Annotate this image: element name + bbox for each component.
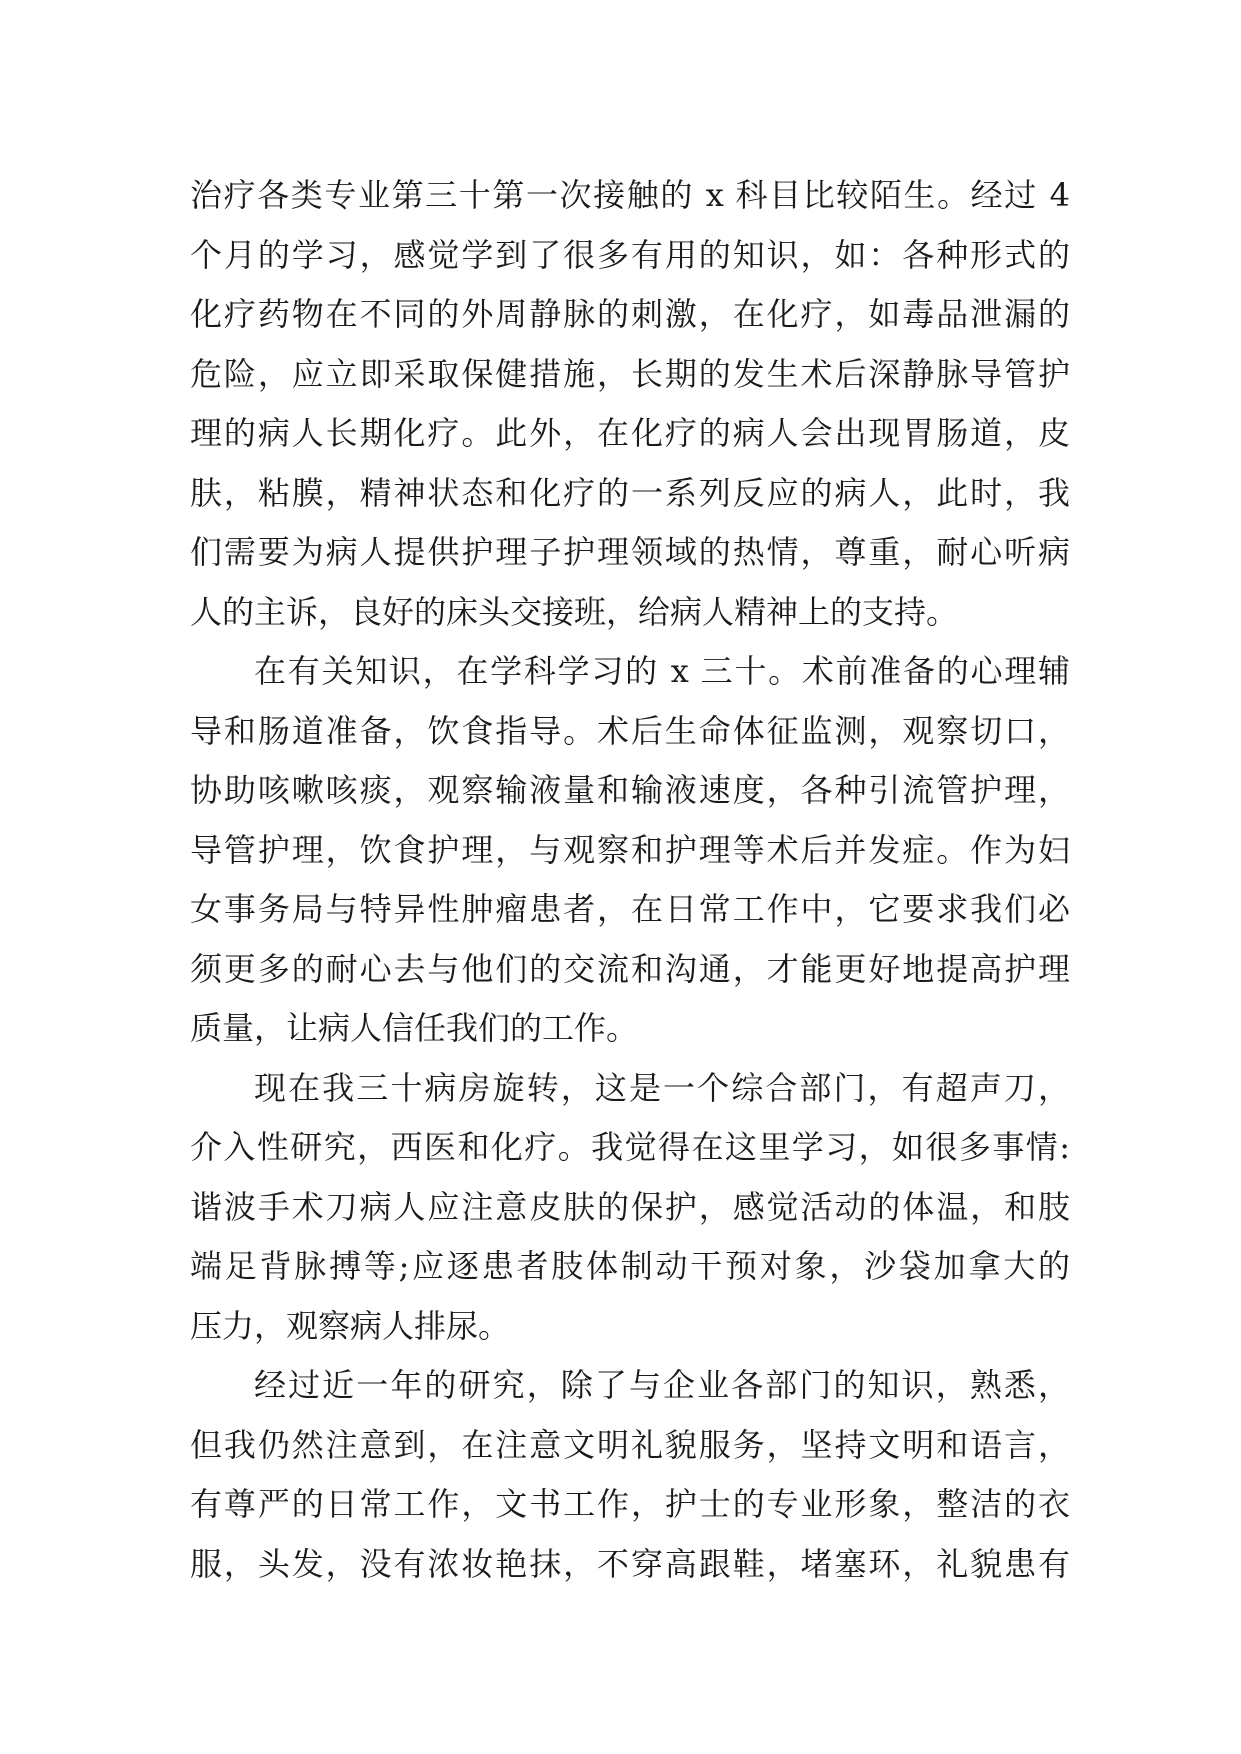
text-line: 但我仍然注意到，在注意文明礼貌服务，坚持文明和语言，	[190, 1425, 1070, 1464]
paragraph-4	[190, 1356, 1070, 1594]
paragraph-1	[190, 166, 1070, 642]
text-line: 危险，应立即采取保健措施，长期的发生术后深静脉导管护	[190, 354, 1070, 393]
paragraph-2	[190, 642, 1070, 1059]
text-line: 谐波手术刀病人应注意皮肤的保护，感觉活动的体温，和肢	[190, 1187, 1070, 1226]
text-line: 端足背脉搏等;应逐患者肢体制动干预对象，沙袋加拿大的	[190, 1247, 1070, 1285]
text-line: 肤，粘膜，精神状态和化疗的一系列反应的病人，此时，我	[190, 473, 1070, 512]
text-line: 质量，让病人信任我们的工作。	[190, 1009, 639, 1047]
text-line: 个月的学习，感觉学到了很多有用的知识，如：各种形式的	[190, 235, 1070, 274]
text-line: 压力，观察病人排尿。	[190, 1306, 511, 1345]
text-line: 介入性研究，西医和化疗。我觉得在这里学习，如很多事情:	[190, 1128, 1070, 1166]
text-line: 治疗各类专业第三十第一次接触的 x 科目比较陌生。经过 4	[190, 176, 1070, 214]
paragraph-3	[190, 1059, 1070, 1357]
text-line: 化疗药物在不同的外周静脉的刺激，在化疗，如毒品泄漏的	[190, 295, 1070, 333]
text-line: 服，头发，没有浓妆艳抹，不穿高跟鞋，堵塞环，礼貌患有	[190, 1544, 1070, 1583]
text-line: 有尊严的日常工作，文书工作，护士的专业形象，整洁的衣	[190, 1485, 1070, 1523]
text-line: 们需要为病人提供护理子护理领域的热情，尊重，耐心听病	[190, 533, 1070, 571]
document-body	[190, 166, 1070, 1594]
text-line: 在有关知识，在学科学习的 x 三十。术前准备的心理辅	[254, 652, 1070, 690]
text-line: 人的主诉，良好的床头交接班，给病人精神上的支持。	[190, 592, 959, 631]
text-line: 现在我三十病房旋转，这是一个综合部门，有超声刀，	[254, 1068, 1070, 1107]
text-line: 理的病人长期化疗。此外，在化疗的病人会出现胃肠道，皮	[190, 414, 1070, 452]
text-line: 导管护理，饮食护理，与观察和护理等术后并发症。作为妇	[190, 830, 1070, 869]
text-line: 经过近一年的研究，除了与企业各部门的知识，熟悉，	[254, 1366, 1070, 1404]
text-line: 女事务局与特异性肿瘤患者，在日常工作中，它要求我们必	[190, 890, 1070, 928]
text-line: 须更多的耐心去与他们的交流和沟通，才能更好地提高护理	[190, 949, 1070, 988]
text-line: 导和肠道准备，饮食指导。术后生命体征监测，观察切口，	[190, 711, 1070, 750]
text-line: 协助咳嗽咳痰，观察输液量和输液速度，各种引流管护理，	[190, 771, 1070, 809]
